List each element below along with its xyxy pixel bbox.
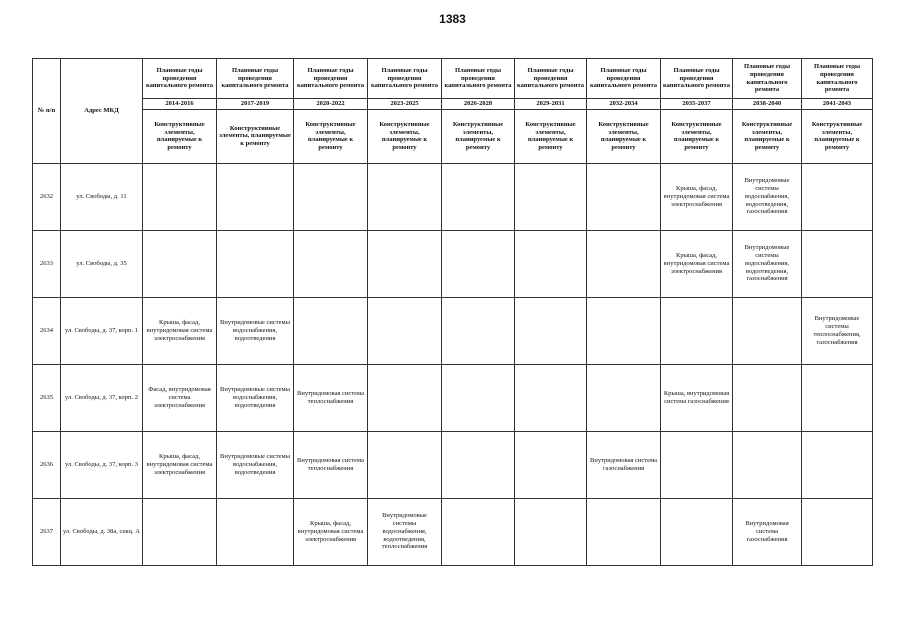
repair-elements-cell [515,364,587,431]
repair-elements-cell [515,297,587,364]
repair-elements-cell: Внутридомовые системы водоснабжения, водоотведения, газоснабжения [733,163,802,230]
repair-elements-cell [515,163,587,230]
repair-elements-cell: Крыша, фасад, внутридомовая система электроснабжения [661,163,733,230]
repair-elements-cell [733,297,802,364]
repair-elements-cell: Внутридомовая система теплоснабжения [294,364,368,431]
repair-elements-cell [515,230,587,297]
elements-header: Конструктивные элементы, планируемые к ремонту [661,109,733,163]
group-header: Плановые годы проведения капитального ремонта [733,59,802,99]
row-address: ул. Свободы, д. 37, корп. 1 [61,297,143,364]
period-header: 2038-2040 [733,99,802,110]
row-address: ул. Свободы, д. 37, корп. 2 [61,364,143,431]
num-header: № п/п [33,59,61,164]
repair-elements-cell [143,230,217,297]
repair-elements-cell [442,230,515,297]
repair-elements-cell [143,163,217,230]
repair-elements-cell [802,431,873,498]
group-header: Плановые годы проведения капитального ремонта [587,59,661,99]
repair-elements-cell [143,498,217,565]
elements-header: Конструктивные элементы, планируемые к ремонту [587,109,661,163]
repair-elements-cell [802,498,873,565]
repair-elements-cell [587,163,661,230]
elements-header: Конструктивные элементы, планируемые к ремонту [442,109,515,163]
row-address: ул. Свободы, д. 11 [61,163,143,230]
repair-elements-cell [733,431,802,498]
group-header: Плановые годы проведения капитального ремонта [442,59,515,99]
elements-header: Конструктивные элементы, планируемые к ремонту [294,109,368,163]
elements-header: Конструктивные элементы, планируемые к ремонту [515,109,587,163]
repair-elements-cell [661,297,733,364]
row-number: 2635 [33,364,61,431]
repair-elements-cell [661,431,733,498]
table-row [33,297,873,364]
repair-elements-cell [802,364,873,431]
row-address: ул. Свободы, д. 37, корп. 3 [61,431,143,498]
repair-elements-cell [368,230,442,297]
table-row [33,431,873,498]
repair-elements-cell: Внутридомовые системы водоснабжения, водоотведения, теплоснабжения [368,498,442,565]
address-header: Адрес МКД [61,59,143,164]
repair-elements-cell: Крыша, фасад, внутридомовая система электроснабжения [294,498,368,565]
repair-elements-cell: Внутридомовая система газоснабжения [587,431,661,498]
period-header: 2032-2034 [587,99,661,110]
row-address: ул. Свободы, д. 38а, секц. А [61,498,143,565]
period-header: 2023-2025 [368,99,442,110]
row-number: 2633 [33,230,61,297]
elements-header: Конструктивные элементы, планируемые к ремонту [143,109,217,163]
repair-elements-cell [442,498,515,565]
period-header: 2035-2037 [661,99,733,110]
group-header: Плановые годы проведения капитального ремонта [217,59,294,99]
table-row [33,364,873,431]
group-header: Плановые годы проведения капитального ремонта [515,59,587,99]
period-header: 2041-2043 [802,99,873,110]
period-header: 2020-2022 [294,99,368,110]
table-row [33,163,873,230]
row-number: 2632 [33,163,61,230]
repair-elements-cell: Крыша, фасад, внутридомовая система электроснабжения [143,431,217,498]
repair-elements-cell [294,297,368,364]
repair-elements-cell [661,498,733,565]
repair-elements-cell [442,297,515,364]
table-row [33,498,873,565]
repair-elements-cell [515,498,587,565]
period-header: 2017-2019 [217,99,294,110]
repair-elements-cell: Внутридомовая система теплоснабжения [294,431,368,498]
repair-elements-cell [587,297,661,364]
elements-header: Конструктивные элементы, планируемые к ремонту [802,109,873,163]
repair-elements-cell [368,297,442,364]
period-header: 2026-2028 [442,99,515,110]
repair-elements-cell: Внутридомовые системы водоснабжения, водоотведения [217,297,294,364]
group-header: Плановые годы проведения капитального ремонта [294,59,368,99]
group-header: Плановые годы проведения капитального ремонта [143,59,217,99]
repair-elements-cell [515,431,587,498]
repair-elements-cell [217,230,294,297]
repair-elements-cell [217,163,294,230]
repair-elements-cell: Крыша, фасад, внутридомовая система электроснабжения [661,230,733,297]
repair-elements-cell [294,163,368,230]
capital-repair-plan-table [32,58,873,566]
elements-header: Конструктивные элементы, планируемые к ремонту [368,109,442,163]
repair-elements-cell [368,431,442,498]
repair-elements-cell [217,498,294,565]
period-header: 2014-2016 [143,99,217,110]
repair-elements-cell [294,230,368,297]
repair-elements-cell: Фасад, внутридомовая система электроснабжения [143,364,217,431]
repair-elements-cell: Крыша, фасад, внутридомовая система электроснабжения [143,297,217,364]
repair-elements-cell [368,163,442,230]
table-row [33,230,873,297]
period-header: 2029-2031 [515,99,587,110]
repair-elements-cell [802,163,873,230]
repair-elements-cell: Внутридомовые системы водоснабжения, водоотведения [217,431,294,498]
repair-elements-cell [587,364,661,431]
repair-elements-cell: Внутридомовые системы водоснабжения, водоотведения [217,364,294,431]
group-header: Плановые годы проведения капитального ремонта [661,59,733,99]
repair-elements-cell [442,163,515,230]
repair-elements-cell [442,364,515,431]
repair-elements-cell [733,364,802,431]
row-address: ул. Свободы, д. 35 [61,230,143,297]
repair-elements-cell [587,498,661,565]
repair-elements-cell: Внутридомовая система газоснабжения [733,498,802,565]
row-number: 2636 [33,431,61,498]
repair-elements-cell [442,431,515,498]
elements-header: Конструктивные элементы, планируемые к ремонту [733,109,802,163]
group-header: Плановые годы проведения капитального ремонта [368,59,442,99]
repair-elements-cell [587,230,661,297]
row-number: 2637 [33,498,61,565]
repair-elements-cell: Внутридомовые системы теплоснабжения, газоснабжения [802,297,873,364]
group-header: Плановые годы проведения капитального ремонта [802,59,873,99]
elements-header: Конструктивные элементы, планируемые к ремонту [217,109,294,163]
repair-elements-cell: Крыша, внутридомовая система газоснабжения [661,364,733,431]
repair-elements-cell [802,230,873,297]
repair-elements-cell [368,364,442,431]
row-number: 2634 [33,297,61,364]
page-number: 1383 [439,12,466,26]
repair-elements-cell: Внутридомовые системы водоснабжения, водоотведения, газоснабжения [733,230,802,297]
